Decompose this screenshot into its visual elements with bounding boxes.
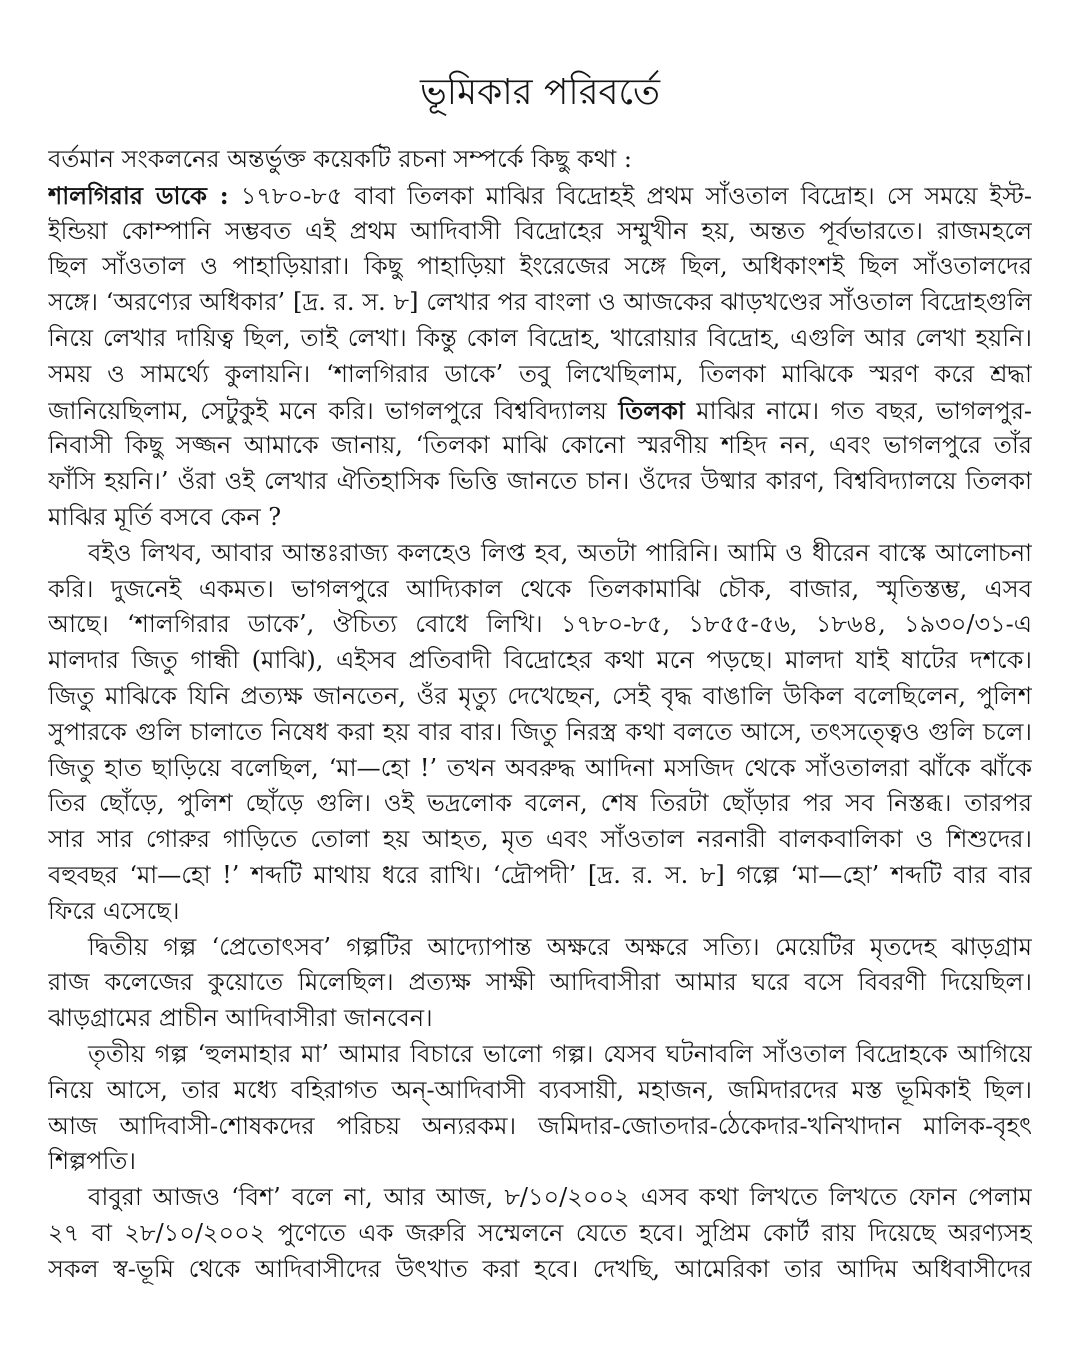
text-line	[48, 393, 1032, 429]
text-line: সুপারকে গুলি চালাতে নিষেধ করা হয় বার বার। জিতু নিরস্ত্র কথা বলতে আসে, তৎসত্ত্বেও গুলি চলে।	[48, 717, 1032, 746]
text-line: বর্তমান সংকলনের অন্তর্ভুক্ত কয়েকটি রচনা সম্পর্কে কিছু কথা :	[48, 145, 632, 173]
text-line: সার সার গোরুর গাড়িতে তোলা হয় আহত, মৃত এবং সাঁওতাল নরনারী বালকবালিকা ও শিশুদের।	[48, 825, 1032, 854]
text-line: শিল্পপতি।	[48, 1147, 136, 1176]
text-line: বহুবছর ‘মা—হো !’ শব্দটি মাথায় ধরে রাখি। ‘দ্রৌপদী’ [দ্র. র. স. ৮] গল্পে ‘মা—হো’ শব্দটি বার বার	[48, 860, 1032, 889]
text-line: নিবাসী কিছু সজ্জন আমাকে জানায়, ‘তিলকা মাঝি কোনো স্মরণীয় শহিদ নন, এবং ভাগলপুরে তাঁর	[48, 431, 1032, 460]
text-line: করি। দুজনেই একমত। ভাগলপুরে আদ্যিকাল থেকে তিলকামাঝি চৌক, বাজার, স্মৃতিস্তম্ভ, এসব	[48, 574, 1032, 603]
text-line: জিতু মাঝিকে যিনি প্রত্যক্ষ জানতেন, ওঁর মৃত্যু দেখেছেন, সেই বৃদ্ধ বাঙালি উকিল বলেছিলেন, পুলিশ	[48, 681, 1032, 710]
text-line: ছিল সাঁওতাল ও পাহাড়িয়ারা। কিছু পাহাড়িয়া ইংরেজের সঙ্গে ছিল, অধিকাংশই ছিল সাঁওতালদের	[48, 252, 1032, 281]
text-line: সঙ্গে। ‘অরণ্যের অধিকার’ [দ্র. র. স. ৮] লেখার পর বাংলা ও আজকের ঝাড়খণ্ডের সাঁওতাল বিদ্রোহগুলি	[48, 288, 1032, 317]
text-line: বাবুরা আজও ‘বিশ’ বলে না, আর আজ, ৮/১০/২০০২ এসব কথা লিখতে লিখতে ফোন পেলাম	[88, 1183, 1032, 1212]
paragraph	[48, 1180, 1032, 1287]
text-line: আছে। ‘শালগিরার ডাকে’, ঔচিত্য বোধে লিখি। ১৭৮০-৮৫, ১৮৫৫-৫৬, ১৮৬৪, ১৯৩০/৩১-এ	[48, 610, 1032, 639]
text-run: মাঝির নামে। গত বছর, ভাগলপুর-	[684, 396, 1032, 425]
text-line: ইন্ডিয়া কোম্পানি সম্ভবত এই প্রথম আদিবাসী বিদ্রোহের সম্মুখীন হয়, অন্তত পূর্বভারতে। রাজমহলে	[48, 216, 1032, 245]
text-line: ফাঁসি হয়নি।’ ওঁরা ওই লেখার ঐতিহাসিক ভিত্তি জানতে চান। ওঁদের উষ্মার কারণ, বিশ্ববিদ্যালয়ে তিলকা	[48, 467, 1032, 496]
text-line: বইও লিখব, আবার আন্তঃরাজ্য কলহেও লিপ্ত হব, অতটা পারিনি। আমি ও ধীরেন বাস্কে আলোচনা	[88, 538, 1032, 567]
paragraph-intro	[48, 142, 1032, 178]
text-run: ১৭৮০-৮৫ বাবা তিলকা মাঝির বিদ্রোহই প্রথম সাঁওতাল বিদ্রোহ। সে সময়ে ইস্ট-	[228, 181, 1032, 210]
text-line: তৃতীয় গল্প ‘হুলমাহার মা’ আমার বিচারে ভালো গল্প। যেসব ঘটনাবলি সাঁওতাল বিদ্রোহকে আগিয়ে	[88, 1039, 1032, 1068]
text-line: ২৭ বা ২৮/১০/২০০২ পুণেতে এক জরুরি সম্মেলনে যেতে হবে। সুপ্রিম কোর্ট রায় দিয়েছে অরণ্যসহ	[48, 1218, 1032, 1247]
paragraph	[48, 536, 1032, 930]
text-line: মালদার জিতু গান্ধী (মাঝি), এইসব প্রতিবাদী বিদ্রোহের কথা মনে পড়ছে। মালদা যাই ষাটের দশকে।	[48, 646, 1032, 675]
text-line: সময় ও সামর্থ্যে কুলায়নি। ‘শালগিরার ডাকে’ তবু লিখেছিলাম, তিলকা মাঝিকে স্মরণ করে শ্রদ্ধা	[48, 359, 1032, 388]
document-body	[48, 142, 1032, 1288]
page-title: ভূমিকার পরিবর্তে	[419, 72, 661, 113]
text-line: সকল স্ব-ভূমি থেকে আদিবাসীদের উৎখাত করা হবে। দেখছি, আমেরিকা তার আদিম অধিবাসীদের	[48, 1254, 1032, 1283]
section-lead: শালগিরার ডাকে :	[48, 180, 229, 210]
text-line: তির ছোঁড়ে, পুলিশ ছোঁড়ে গুলি। ওই ভদ্রলোক বলেন, শেষ তিরটা ছোঁড়ার পর সব নিস্তব্ধ। তারপর	[48, 789, 1032, 818]
text-line: মাঝির মূর্তি বসবে কেন ?	[48, 502, 282, 531]
paragraph	[48, 930, 1032, 1037]
text-line: আজ আদিবাসী-শোষকদের পরিচয় অন্যরকম। জমিদার-জোতদার-ঠেকেদার-খনিখাদান মালিক-বৃহৎ	[48, 1111, 1032, 1140]
bold-run: তিলকা	[618, 395, 685, 425]
paragraph	[48, 178, 1032, 536]
text-line: নিয়ে লেখার দায়িত্ব ছিল, তাই লেখা। কিন্তু কোল বিদ্রোহ, খারোয়ার বিদ্রোহ, এগুলি আর লেখা হয়নি।	[48, 323, 1032, 352]
text-line: ফিরে এসেছে।	[48, 896, 180, 925]
text-line: রাজ কলেজের কুয়োতে মিলেছিল। প্রত্যক্ষ সাক্ষী আদিবাসীরা আমার ঘরে বসে বিবরণী দিয়েছিল।	[48, 968, 1032, 997]
text-line: ঝাড়গ্রামের প্রাচীন আদিবাসীরা জানবেন।	[48, 1004, 433, 1033]
text-run: জানিয়েছিলাম, সেটুকুই মনে করি। ভাগলপুরে বিশ্ববিদ্যালয়	[48, 396, 619, 425]
paragraph	[48, 1037, 1032, 1180]
text-line	[48, 178, 1032, 214]
text-line: জিতু হাত ছাড়িয়ে বলেছিল, ‘মা—হো !’ তখন অবরুদ্ধ আদিনা মসজিদ থেকে সাঁওতালরা ঝাঁকে ঝাঁকে	[48, 753, 1032, 782]
text-line: নিয়ে আসে, তার মধ্যে বহিরাগত অন্-আদিবাসী ব্যবসায়ী, মহাজন, জমিদারদের মস্ত ভূমিকাই ছিল।	[48, 1075, 1032, 1104]
text-line: দ্বিতীয় গল্প ‘প্রেতোৎসব’ গল্পটির আদ্যোপান্ত অক্ষরে অক্ষরে সত্যি। মেয়েটির মৃতদেহ ঝাড়গ্রাম	[88, 932, 1032, 961]
